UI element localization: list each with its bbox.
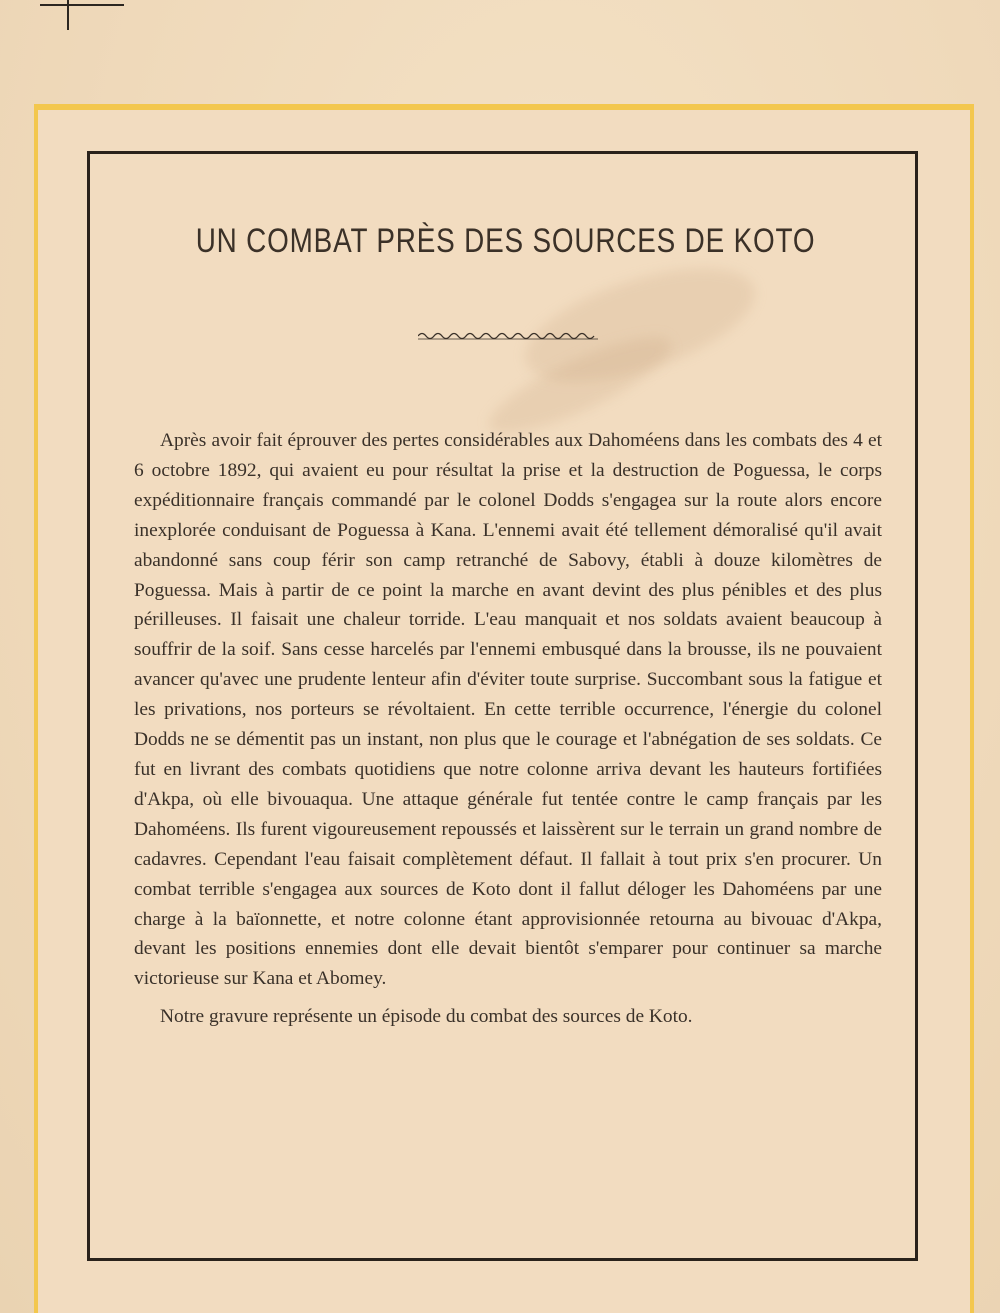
crop-mark xyxy=(67,0,69,30)
article-body xyxy=(134,426,882,1032)
article-title: UN COMBAT PRÈS DES SOURCES DE KOTO xyxy=(195,222,816,260)
article-caption-paragraph: Notre gravure représente un épisode du combat des sources de Koto. xyxy=(160,1006,693,1028)
crop-mark xyxy=(40,4,124,6)
wavy-rule-ornament xyxy=(418,330,598,342)
article-paragraph: Après avoir fait éprouver des pertes considérables aux Dahoméens dans les combats des 4 et 6 octobre 1892, qui avaient eu pour résultat la prise et la destruction de Poguessa, le corps expéditionnaire français commandé par le colonel Dodds s'engagea sur la route alors encore inexplorée conduisant de Poguessa à Kana. L'ennemi avait été tellement démoralisé qu'il avait abandonné sans coup férir son camp retranché de Sabovy, établi à douze kilomètres de Poguessa. Mais à partir de ce point la marche en avant devint des plus pénibles et des plus périlleuses. Il faisait une chaleur torride. L'eau manquait et nos soldats avaient beaucoup à souffrir de la soif. Sans cesse harcelés par l'ennemi embusqué dans la brousse, ils ne pouvaient avancer qu'avec une prudente lenteur afin d'éviter toute surprise. Succombant sous la fatigue et les privations, nos porteurs se révoltaient. En cette terrible occurrence, l'énergie du colonel Dodds ne se démentit pas un instant, non plus que le courage et l'abnégation de ses soldats. Ce fut en livrant des combats quotidiens que notre colonne arriva devant les hauteurs fortifiées d'Akpa, où elle bivouaqua. Une attaque générale fut tentée contre le camp français par les Dahoméens. Ils furent vigoureusement repoussés et laissèrent sur le terrain un grand nombre de cadavres. Cependant l'eau faisait complètement défaut. Il fallait à tout prix s'en procurer. Un combat terrible s'engagea aux sources de Koto dont il fallut déloger les Dahoméens par une charge à la baïonnette, et notre colonne étant approvisionnée retourna au bivouac d'Akpa, devant les positions ennemies dont elle devait bientôt s'emparer pour continuer sa marche victorieuse sur Kana et Abomey. xyxy=(134,430,882,990)
